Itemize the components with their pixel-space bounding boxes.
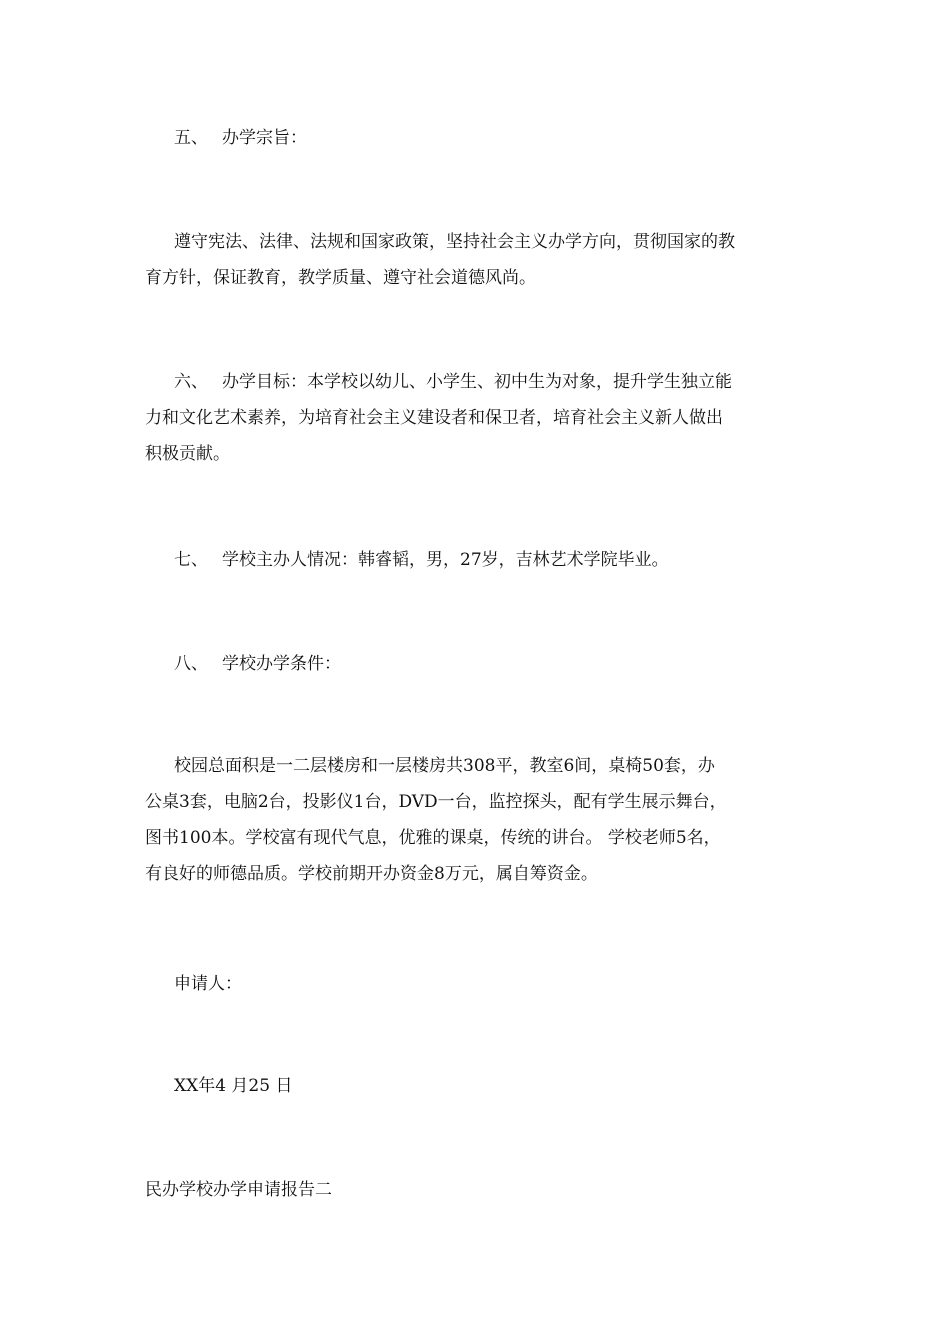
applicant-label: 申请人： bbox=[174, 974, 242, 994]
section-5-number: 五、 bbox=[174, 128, 208, 148]
section-6-number: 六、 bbox=[174, 372, 208, 392]
section-6-line-2: 力和文化艺术素养，为培育社会主义建设者和保卫者，培育社会主义新人做出 bbox=[145, 408, 723, 428]
section-5-heading bbox=[174, 120, 307, 156]
next-report-title: 民办学校办学申请报告二 bbox=[145, 1180, 332, 1200]
section-7-text: 学校主办人情况：韩睿韬，男，27岁，吉林艺术学院毕业。 bbox=[222, 550, 669, 570]
section-7-line bbox=[174, 542, 669, 578]
section-8-line-2: 公桌3套，电脑2台，投影仪1台，DVD一台，监控探头，配有学生展示舞台， bbox=[145, 792, 727, 812]
date-line: XX年4 月25 日 bbox=[174, 1076, 293, 1096]
section-8-heading bbox=[174, 646, 341, 682]
section-8-number: 八、 bbox=[174, 654, 208, 674]
section-5-body bbox=[145, 224, 805, 296]
section-6-body bbox=[145, 364, 805, 472]
section-5-line-1: 遵守宪法、法律、法规和国家政策，坚持社会主义办学方向，贯彻国家的教 bbox=[174, 232, 735, 252]
section-6-line-3: 积极贡献。 bbox=[145, 444, 230, 464]
section-5-title: 办学宗旨： bbox=[222, 128, 307, 148]
section-8-line-1: 校园总面积是一二层楼房和一层楼房共308平，教室6间，桌椅50套，办 bbox=[174, 756, 715, 776]
section-8-line-4: 有良好的师德品质。学校前期开办资金8万元，属自筹资金。 bbox=[145, 864, 598, 884]
section-6-line-1-text: 办学目标：本学校以幼儿、小学生、初中生为对象，提升学生独立能 bbox=[222, 372, 732, 392]
section-5-line-2: 育方针，保证教育，教学质量、遵守社会道德风尚。 bbox=[145, 268, 536, 288]
section-6-line-1 bbox=[145, 364, 805, 400]
section-7-number: 七、 bbox=[174, 550, 208, 570]
section-8-title: 学校办学条件： bbox=[222, 654, 341, 674]
section-8-body bbox=[145, 748, 805, 892]
section-8-line-3: 图书100本。学校富有现代气息，优雅的课桌，传统的讲台。 学校老师5名， bbox=[145, 828, 721, 848]
